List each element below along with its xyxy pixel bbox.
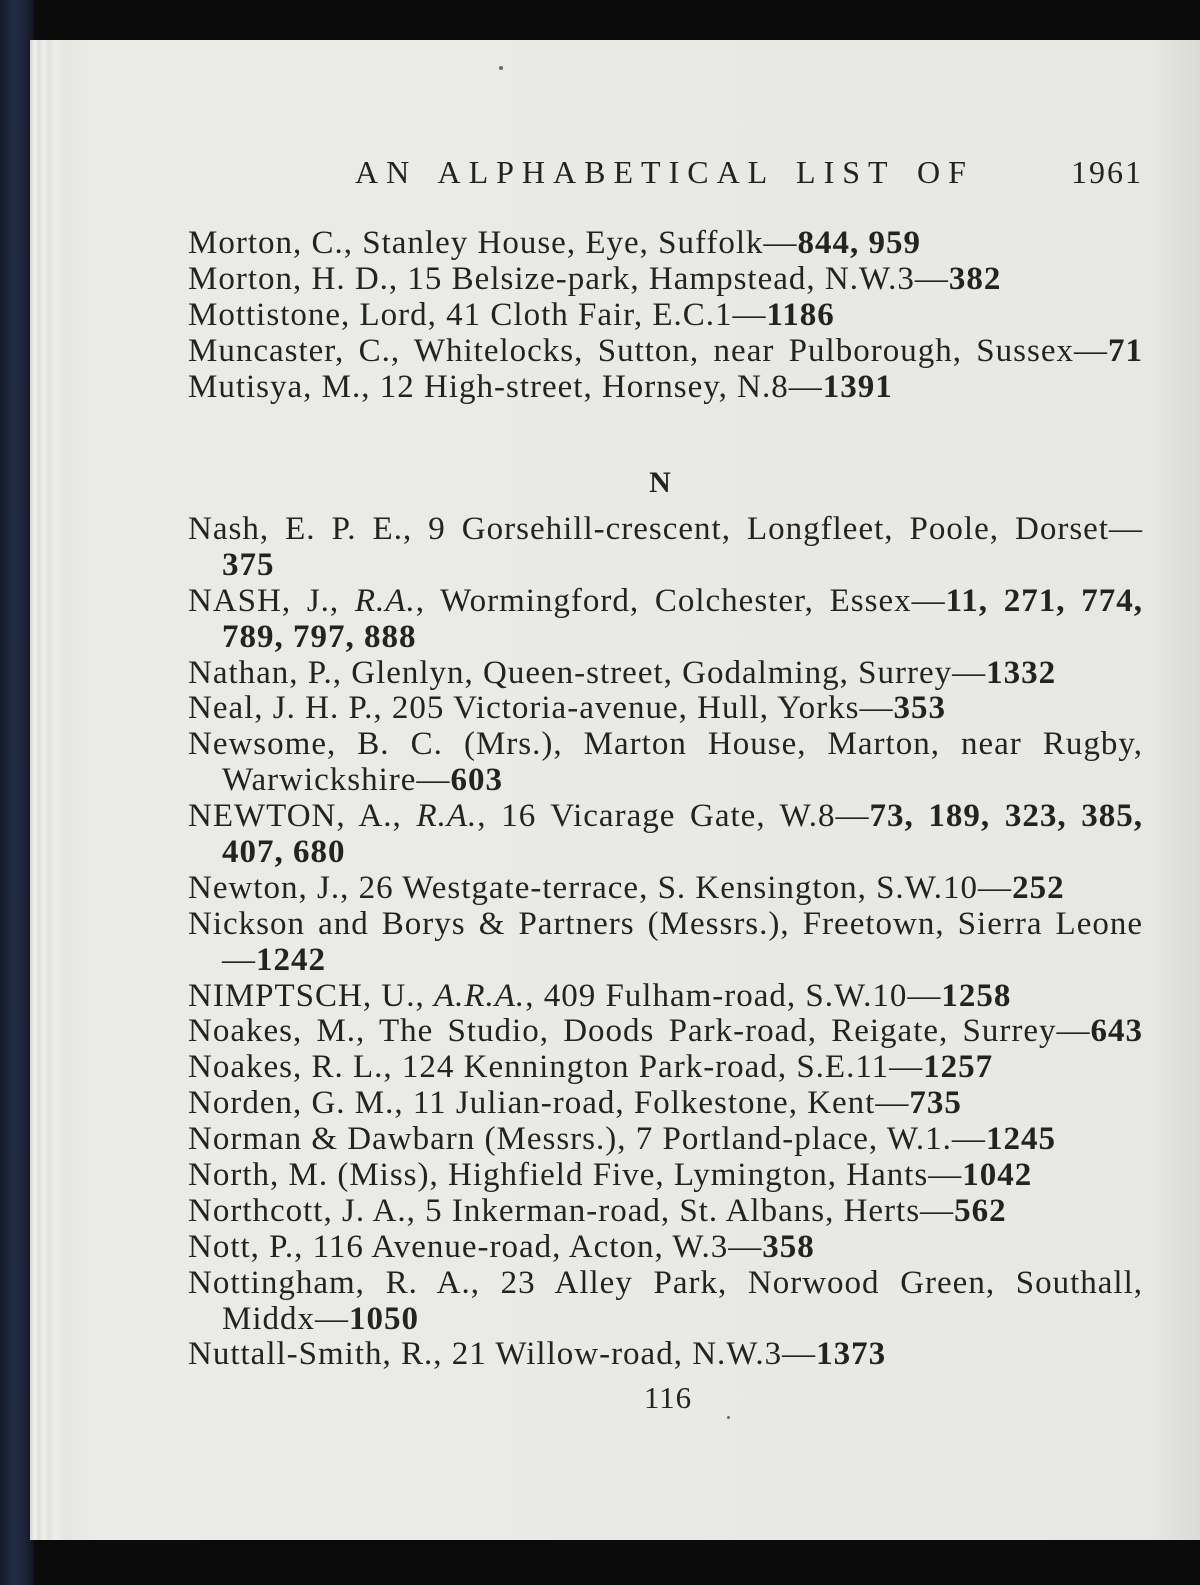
directory-entry bbox=[188, 656, 1143, 692]
entry-text: Mottistone, Lord, 41 Cloth Fair, E.C.1— bbox=[188, 296, 767, 333]
entry-refs: 789, 797, 888 bbox=[222, 618, 417, 655]
entry-text: Norden, G. M., 11 Julian-road, Folkestone, Kent— bbox=[188, 1085, 910, 1122]
entry-refs: 1242 bbox=[256, 941, 326, 978]
directory-entry bbox=[188, 1050, 1143, 1086]
directory-entry bbox=[188, 1122, 1143, 1158]
entry-refs: 1257 bbox=[923, 1049, 994, 1086]
entry-line bbox=[188, 1337, 1143, 1373]
entry-text: Nickson and Borys & Partners (Messrs.), Freetown, Sierra Leone bbox=[188, 905, 1143, 942]
entry-qualification: R.A. bbox=[416, 798, 478, 835]
entry-text: Muncaster, C., Whitelocks, Sutton, near Pulborough, Sussex— bbox=[188, 332, 1108, 369]
entry-text: Morton, H. D., 15 Belsize-park, Hampstead, N.W.3— bbox=[188, 260, 949, 297]
directory-entry bbox=[188, 979, 1143, 1015]
entry-text: Noakes, M., The Studio, Doods Park-road, Reigate, Surrey— bbox=[188, 1013, 1091, 1050]
entry-refs: 1245 bbox=[985, 1121, 1056, 1158]
entry-text: Nottingham, R. A., 23 Alley Park, Norwood Green, Southall, bbox=[188, 1264, 1143, 1301]
entry-line bbox=[188, 1050, 1143, 1086]
entry-refs: 382 bbox=[948, 260, 1002, 297]
entry-text: Morton, C., Stanley House, Eye, Suffolk— bbox=[188, 225, 798, 261]
entry-text: Newton, J., 26 Westgate-terrace, S. Kensington, S.W.10— bbox=[188, 869, 1013, 906]
entry-refs: 562 bbox=[954, 1192, 1007, 1229]
entry-text: Nathan, P., Glenlyn, Queen-street, Godalming, Surrey— bbox=[188, 654, 987, 691]
entry-line bbox=[188, 512, 1143, 548]
entry-continuation-line bbox=[188, 548, 1143, 584]
entry-line bbox=[188, 262, 1143, 298]
ink-speck bbox=[727, 1416, 730, 1419]
entry-qualification: R.A. bbox=[354, 582, 416, 619]
directory-entry bbox=[188, 907, 1143, 979]
entry-refs: 358 bbox=[762, 1228, 815, 1265]
entry-refs: 1373 bbox=[816, 1336, 887, 1373]
entry-refs: 643 bbox=[1090, 1013, 1143, 1050]
entry-text: , Wormingford, Colchester, Essex— bbox=[415, 582, 946, 619]
entry-line bbox=[188, 1266, 1143, 1302]
directory-entry bbox=[188, 226, 1143, 262]
running-header-year: 1961 bbox=[1071, 154, 1143, 190]
entry-line bbox=[188, 1086, 1143, 1122]
entry-text: NEWTON, A., bbox=[188, 798, 417, 835]
directory-entry bbox=[188, 262, 1143, 298]
section-letter-heading: N bbox=[649, 466, 671, 499]
entry-continuation-line bbox=[188, 620, 1143, 656]
entry-refs: 1186 bbox=[766, 296, 835, 333]
entry-line bbox=[188, 1014, 1143, 1050]
entry-refs: 252 bbox=[1012, 869, 1065, 906]
entry-continuation-line bbox=[188, 1302, 1143, 1338]
entry-line bbox=[188, 979, 1143, 1015]
entry-text: Nuttall-Smith, R., 21 Willow-road, N.W.3— bbox=[188, 1336, 817, 1373]
entry-line bbox=[188, 226, 1143, 262]
entry-text: , 409 Fulham-road, S.W.10— bbox=[525, 977, 942, 1014]
entry-text: Warwickshire— bbox=[222, 762, 451, 799]
entry-text: North, M. (Miss), Highfield Five, Lymington, Hants— bbox=[188, 1157, 963, 1194]
entry-line bbox=[188, 799, 1143, 835]
entry-continuation-line bbox=[188, 835, 1143, 871]
entry-line bbox=[188, 298, 1143, 334]
directory-list-m bbox=[188, 226, 1143, 405]
entry-refs: 353 bbox=[893, 690, 946, 727]
entry-line bbox=[188, 691, 1143, 727]
entry-continuation-line bbox=[188, 943, 1143, 979]
entry-text: Nash, E. P. E., 9 Gorsehill-crescent, Longfleet, Poole, Dorset— bbox=[188, 511, 1143, 547]
entry-refs: 735 bbox=[909, 1085, 962, 1122]
directory-entry bbox=[188, 1014, 1143, 1050]
directory-entry bbox=[188, 1230, 1143, 1266]
entry-text: Noakes, R. L., 124 Kennington Park-road, S.E.11— bbox=[188, 1049, 924, 1086]
entry-refs: 407, 680 bbox=[222, 834, 346, 871]
entry-text: Northcott, J. A., 5 Inkerman-road, St. Albans, Herts— bbox=[188, 1192, 955, 1229]
directory-entry bbox=[188, 584, 1143, 656]
entry-text: Mutisya, M., 12 High-street, Hornsey, N.8— bbox=[188, 368, 823, 405]
entry-line bbox=[188, 334, 1143, 370]
entry-refs: 1332 bbox=[986, 654, 1057, 691]
entry-text: NASH, J., bbox=[188, 582, 355, 619]
entry-refs: 603 bbox=[450, 762, 503, 799]
entry-text: Nott, P., 116 Avenue-road, Acton, W.3— bbox=[188, 1228, 763, 1265]
entry-line bbox=[188, 370, 1143, 406]
book-binding bbox=[0, 0, 34, 1585]
entry-qualification: A.R.A. bbox=[433, 977, 526, 1014]
entry-line bbox=[188, 1122, 1143, 1158]
entry-line bbox=[188, 727, 1143, 763]
page-number: 116 bbox=[643, 1380, 693, 1415]
entry-line bbox=[188, 584, 1143, 620]
entry-line bbox=[188, 1194, 1143, 1230]
directory-entry bbox=[188, 691, 1143, 727]
entry-continuation-line bbox=[188, 763, 1143, 799]
entry-line bbox=[188, 1158, 1143, 1194]
directory-entry bbox=[188, 1158, 1143, 1194]
directory-entry bbox=[188, 871, 1143, 907]
entry-refs: 1258 bbox=[941, 977, 1012, 1014]
entry-line bbox=[188, 1230, 1143, 1266]
running-header-title: AN ALPHABETICAL LIST OF bbox=[355, 154, 974, 190]
entry-text: , 16 Vicarage Gate, W.8— bbox=[477, 798, 870, 835]
entry-refs: 1050 bbox=[349, 1300, 420, 1337]
directory-entry bbox=[188, 1266, 1143, 1338]
entry-text: — bbox=[222, 941, 256, 978]
directory-entry bbox=[188, 799, 1143, 871]
entry-refs: 1391 bbox=[822, 368, 893, 405]
entry-refs: 844, 959 bbox=[797, 225, 922, 261]
directory-entry bbox=[188, 1194, 1143, 1230]
entry-line bbox=[188, 907, 1143, 943]
entry-text: NIMPTSCH, U., bbox=[188, 977, 434, 1014]
ink-speck bbox=[499, 66, 503, 70]
entry-text: Neal, J. H. P., 205 Victoria-avenue, Hull, Yorks— bbox=[188, 690, 894, 727]
entry-refs: 375 bbox=[222, 546, 275, 583]
directory-entry bbox=[188, 512, 1143, 584]
directory-entry bbox=[188, 298, 1143, 334]
directory-entry bbox=[188, 334, 1143, 370]
entry-refs: 1042 bbox=[962, 1157, 1033, 1194]
entry-refs: 71 bbox=[1108, 332, 1143, 369]
entry-text: Newsome, B. C. (Mrs.), Marton House, Marton, near Rugby, bbox=[188, 726, 1143, 763]
directory-entry bbox=[188, 1337, 1143, 1373]
directory-entry bbox=[188, 1086, 1143, 1122]
directory-list-n bbox=[188, 512, 1143, 1373]
entry-line bbox=[188, 656, 1143, 692]
entry-refs: 73, 189, 323, 385, bbox=[869, 798, 1143, 835]
entry-line bbox=[188, 871, 1143, 907]
directory-entry bbox=[188, 727, 1143, 799]
entry-refs: 11, 271, 774, bbox=[945, 582, 1143, 619]
entry-text: Middx— bbox=[222, 1300, 350, 1337]
entry-text: Norman & Dawbarn (Messrs.), 7 Portland-place, W.1.— bbox=[188, 1121, 986, 1158]
directory-entry bbox=[188, 370, 1143, 406]
